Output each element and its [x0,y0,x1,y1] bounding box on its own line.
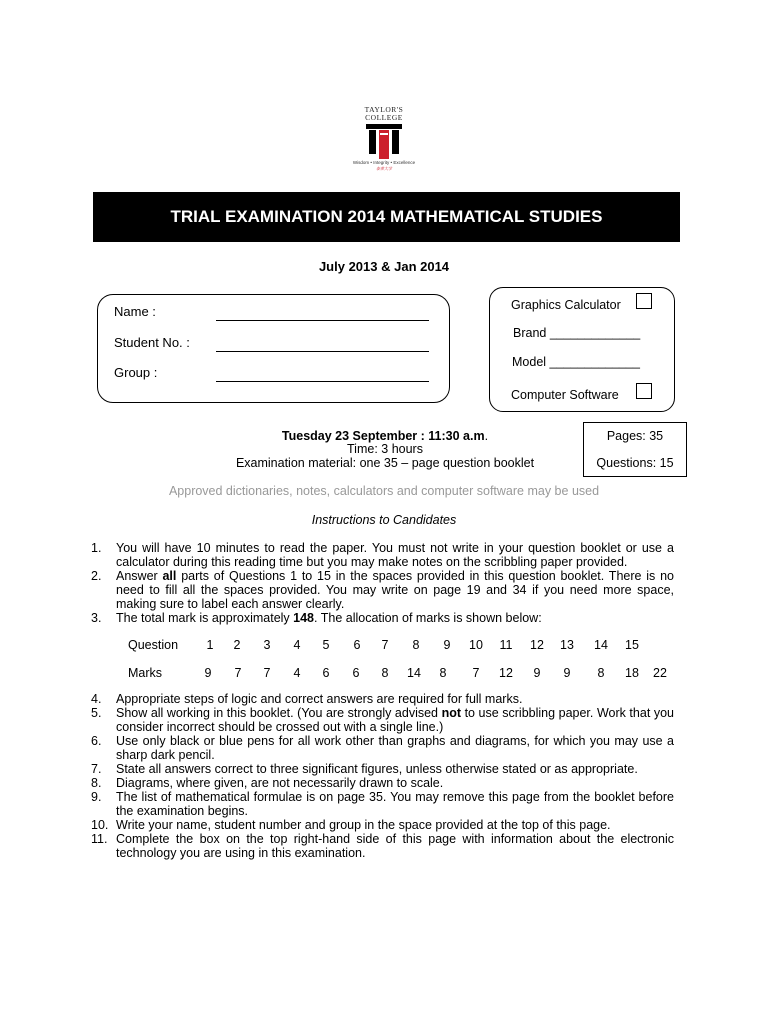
marks-value-cell: 18 [625,666,639,680]
marks-value-cell: 4 [293,666,301,680]
instruction-text: State all answers correct to three significant figures, unless otherwise stated or as appropriate. [116,762,638,776]
marks-value-cell: 7 [472,666,480,680]
instruction-text: Appropriate steps of logic and correct answers are required for full marks. [116,692,523,706]
question-number-cell: 7 [381,638,389,652]
logo-tagline: Wisdom • Integrity • Excellence [352,160,416,165]
question-number-cell: 8 [412,638,420,652]
instruction-item [91,833,674,861]
question-number-cell: 4 [293,638,301,652]
model-row [512,355,640,369]
question-number-cell: 5 [322,638,330,652]
model-label: Model [512,355,547,369]
marks-row-label: Marks [128,666,163,680]
instruction-text: Diagrams, where given, are not necessarily drawn to scale. [116,776,444,790]
exam-date-time [230,429,540,443]
instruction-text: Write your name, student number and group in the space provided at the top of this page. [116,818,611,832]
instruction-item [91,707,674,735]
instruction-item [91,612,674,626]
marks-value-cell: 22 [653,666,667,680]
question-number-cell: 10 [469,638,483,652]
marks-value-cell: 9 [563,666,571,680]
marks-value-cell: 8 [439,666,447,680]
group-label: Group : [114,365,158,380]
instruction-text: The list of mathematical formulae is on page 35. You may remove this page from the booklet before the examination begins. [116,790,674,818]
instruction-text: The total mark is approximately 148. The allocation of marks is shown below: [116,611,542,625]
instruction-number: 5. [91,706,102,720]
instructions-heading: Instructions to Candidates [311,513,457,527]
logo-name-line2: COLLEGE [365,113,403,122]
marks-value-cell: 7 [263,666,271,680]
brand-row [513,326,640,340]
marks-value-cell: 9 [204,666,212,680]
instruction-number: 3. [91,611,102,625]
question-number-cell: 3 [263,638,271,652]
question-row-label: Question [128,638,179,652]
graphics-calculator-checkbox[interactable] [636,293,652,309]
marks-value-cell: 7 [234,666,242,680]
instruction-number: 7. [91,762,102,776]
marks-value-cell: 9 [533,666,541,680]
instruction-item [91,791,674,819]
question-number-cell: 9 [443,638,451,652]
graphics-calculator-label: Graphics Calculator [511,298,621,312]
marks-value-cell: 8 [597,666,605,680]
instruction-text: You will have 10 minutes to read the paper. You must not write in your question booklet or use a calculator during this reading time but you may make notes on the scribbling paper provided. [116,541,674,569]
marks-value-cell: 12 [499,666,513,680]
instruction-item [91,542,674,570]
brand-label: Brand [513,326,547,340]
model-field[interactable]: _____________ [549,355,640,369]
computer-software-checkbox[interactable] [636,383,652,399]
logo-script: 泰莱大学 [376,166,392,171]
instruction-number: 2. [91,569,102,583]
question-number-cell: 1 [206,638,214,652]
instruction-text: Answer all parts of Questions 1 to 15 in the spaces provided in this question booklet. There is no need to fill all the spaces provided. You may write on page 19 and 34 if you need more space, making sure to label each answer clearly. [116,569,674,611]
student-info-box [97,294,450,403]
question-number-cell: 13 [560,638,574,652]
student-no-field[interactable] [216,350,429,352]
logo-name-line1: TAYLOR'S [364,105,404,114]
name-label: Name : [114,304,156,319]
instruction-number: 8. [91,776,102,790]
exam-title-bar [93,192,680,242]
instruction-item [91,763,674,777]
questions-count: Questions: 15 [596,456,674,470]
exam-title: TRIAL EXAMINATION 2014 MATHEMATICAL STUDIES [170,207,603,226]
question-number-cell: 14 [594,638,608,652]
question-number-cell: 6 [353,638,361,652]
marks-value-cell: 8 [381,666,389,680]
question-number-cell: 15 [625,638,639,652]
approved-materials-note: Approved dictionaries, notes, calculators and computer software may be used [168,484,600,498]
marks-value-cell: 6 [322,666,330,680]
question-number-cell: 2 [233,638,241,652]
student-no-label: Student No. : [114,335,190,350]
question-number-cell: 12 [530,638,544,652]
question-number-cell: 11 [499,638,513,652]
instruction-number: 11. [91,832,108,846]
instruction-item [91,819,674,833]
brand-field[interactable]: _____________ [549,326,641,340]
instruction-number: 1. [91,541,102,555]
exam-date-time-suffix: . [484,429,489,443]
instruction-number: 9. [91,790,102,804]
instruction-number: 4. [91,692,102,706]
exam-date-time-text: Tuesday 23 September : 11:30 a.m [281,429,485,443]
name-field[interactable] [216,319,429,321]
calculator-info-box [489,287,675,412]
instruction-item [91,693,674,707]
marks-value-cell: 6 [352,666,360,680]
marks-value-cell: 14 [407,666,421,680]
instruction-number: 10. [91,818,109,832]
instruction-item [91,777,674,791]
college-logo [348,106,420,172]
computer-software-label: Computer Software [511,388,619,402]
exam-duration: Time: 3 hours [347,442,423,456]
instruction-item [91,570,674,611]
instruction-text: Complete the box on the top right-hand side of this page with information about the electronic technology you are using in this examination. [116,832,674,860]
instruction-item [91,735,674,763]
exam-session: July 2013 & Jan 2014 [318,259,450,274]
logo-emblem-icon [365,124,403,160]
pages-count: Pages: 35 [606,429,664,443]
exam-material: Examination material: one 35 – page question booklet [235,456,535,470]
instruction-text: Use only black or blue pens for all work other than graphs and diagrams, for which you may use a sharp dark pencil. [116,734,674,762]
instruction-number: 6. [91,734,102,748]
instruction-text: Show all working in this booklet. (You are strongly advised not to use scribbling paper. Work that you consider incorrect should be crossed out with a single line.) [116,706,674,734]
group-field[interactable] [216,380,429,382]
pages-questions-box [583,422,687,477]
